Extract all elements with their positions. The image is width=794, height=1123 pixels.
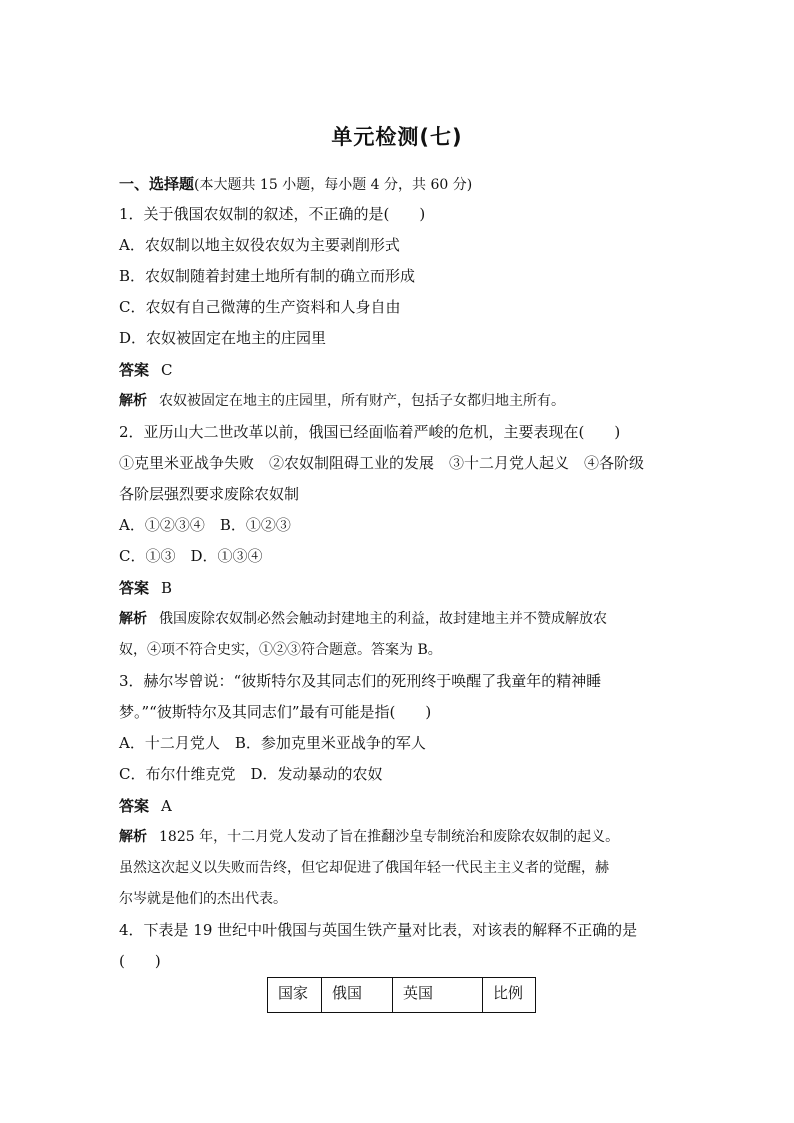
table-header-row <box>268 978 536 1013</box>
q1-option-b: B．农奴制随着封建土地所有制的确立而形成 <box>119 267 416 285</box>
q1-option-d: D．农奴被固定在地主的庄园里 <box>119 329 327 347</box>
q2-items-line1: ①克里米亚战争失败 ②农奴制阻碍工业的发展 ③十二月党人起义 ④各阶级 <box>119 454 645 472</box>
q1-option-a: A．农奴制以地主奴役农奴为主要剥削形式 <box>119 236 400 254</box>
q2-stem: 2．亚历山大二世改革以前，俄国已经面临着严峻的危机，主要表现在( ) <box>119 423 621 441</box>
answer-value: B <box>161 579 173 597</box>
answer-label: 答案 <box>119 361 150 379</box>
q2-answer <box>119 578 679 598</box>
table-header-cell: 英国 <box>393 978 483 1013</box>
q2-options-ab: A．①②③④ B．①②③ <box>119 516 291 534</box>
analysis-label: 解析 <box>119 393 147 409</box>
q2-items-line2: 各阶层强烈要求废除农奴制 <box>119 485 300 503</box>
q3-stem-line2: 梦。”“彼斯特尔及其同志们”最有可能是指( ) <box>119 703 432 721</box>
table-header-cell: 国家 <box>268 978 322 1013</box>
table-header-cell: 俄国 <box>322 978 393 1013</box>
q4-stem-line2: ( ) <box>119 952 161 970</box>
q3-analysis-line2: 虽然这次起义以失败而告终，但它却促进了俄国年轻一代民主主义者的觉醒，赫 <box>119 860 609 876</box>
q2-analysis-line1 <box>119 609 679 629</box>
q1-answer <box>119 360 679 380</box>
section-note: (本大题共 15 小题，每小题 4 分，共 60 分) <box>194 177 473 193</box>
analysis-text: 1825 年，十二月党人发动了旨在推翻沙皇专制统治和废除农奴制的起义。 <box>159 829 620 845</box>
q3-answer <box>119 796 679 816</box>
answer-value: A <box>161 797 172 815</box>
q4-stem-line1: 4．下表是 19 世纪中叶俄国与英国生铁产量对比表，对该表的解释不正确的是 <box>119 921 638 939</box>
q1-stem: 1．关于俄国农奴制的叙述，不正确的是( ) <box>119 205 426 223</box>
analysis-label: 解析 <box>119 829 147 845</box>
q3-analysis-line1 <box>119 827 679 847</box>
q1-option-c: C．农奴有自己微薄的生产资料和人身自由 <box>119 298 401 316</box>
section-heading <box>119 174 679 195</box>
q3-stem-line1: 3．赫尔岑曾说：“彼斯特尔及其同志们的死刑终于唤醒了我童年的精神睡 <box>119 672 602 690</box>
table-header-cell: 比例 <box>483 978 536 1013</box>
section-label: 一、选择题 <box>119 175 195 193</box>
q2-options-cd: C．①③ D．①③④ <box>119 547 263 565</box>
q2-analysis-line2: 奴，④项不符合史实，①②③符合题意。答案为 B。 <box>119 642 442 658</box>
q1-analysis <box>119 391 679 411</box>
answer-value: C <box>161 361 173 379</box>
answer-label: 答案 <box>119 579 150 597</box>
page-title: 单元检测(七) <box>331 125 463 149</box>
iron-output-table <box>267 977 536 1013</box>
q3-analysis-line3: 尔岑就是他们的杰出代表。 <box>119 891 287 907</box>
q3-options-ab: A．十二月党人 B．参加克里米亚战争的军人 <box>119 734 426 752</box>
answer-label: 答案 <box>119 797 150 815</box>
analysis-label: 解析 <box>119 611 147 627</box>
analysis-text: 农奴被固定在地主的庄园里，所有财产，包括子女都归地主所有。 <box>159 393 565 409</box>
analysis-text: 俄国废除农奴制必然会触动封建地主的利益，故封建地主并不赞成解放农 <box>159 611 607 627</box>
q3-options-cd: C．布尔什维克党 D．发动暴动的农奴 <box>119 765 383 783</box>
